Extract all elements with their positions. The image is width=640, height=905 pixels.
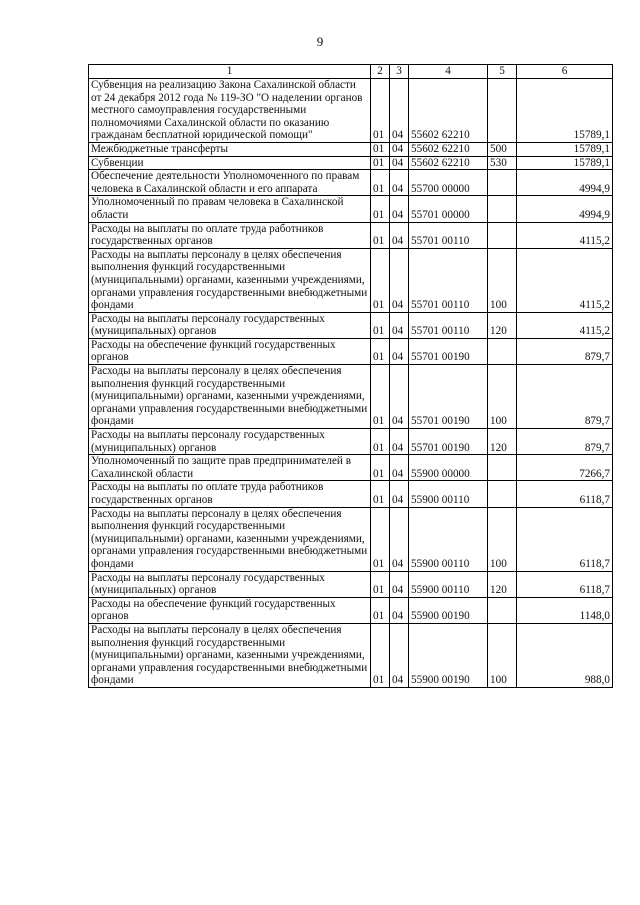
- row-subsection: 04: [390, 571, 409, 597]
- row-amount: 4115,2: [517, 312, 613, 338]
- row-subsection: 04: [390, 248, 409, 312]
- row-expense-type: [488, 455, 517, 481]
- row-section: 01: [371, 312, 390, 338]
- row-target-code: 55900 00000: [409, 455, 488, 481]
- row-section: 01: [371, 156, 390, 170]
- budget-table: [88, 64, 613, 688]
- row-name: Расходы на выплаты по оплате труда работников государственных органов: [89, 222, 371, 248]
- row-section: 01: [371, 429, 390, 455]
- column-header: 5: [488, 65, 517, 79]
- row-target-code: 55602 62210: [409, 142, 488, 156]
- row-target-code: 55602 62210: [409, 156, 488, 170]
- row-expense-type: 530: [488, 156, 517, 170]
- row-amount: 4115,2: [517, 222, 613, 248]
- row-name: Обеспечение деятельности Уполномоченного по правам человека в Сахалинской области и его аппарата: [89, 170, 371, 196]
- row-name: Расходы на выплаты персоналу государственных (муниципальных) органов: [89, 312, 371, 338]
- row-subsection: 04: [390, 455, 409, 481]
- row-section: 01: [371, 507, 390, 571]
- column-header: 6: [517, 65, 613, 79]
- table-row: [89, 455, 613, 481]
- row-expense-type: [488, 170, 517, 196]
- row-amount: 15789,1: [517, 156, 613, 170]
- row-target-code: 55602 62210: [409, 79, 488, 143]
- row-target-code: 55701 00110: [409, 222, 488, 248]
- row-target-code: 55900 00190: [409, 597, 488, 623]
- row-subsection: 04: [390, 338, 409, 364]
- table-body: [89, 79, 613, 688]
- row-subsection: 04: [390, 597, 409, 623]
- row-subsection: 04: [390, 507, 409, 571]
- page-number: 9: [316, 34, 324, 49]
- column-header: 3: [390, 65, 409, 79]
- row-amount: 879,7: [517, 429, 613, 455]
- row-expense-type: [488, 222, 517, 248]
- table-row: [89, 156, 613, 170]
- row-subsection: 04: [390, 156, 409, 170]
- row-expense-type: 100: [488, 507, 517, 571]
- row-subsection: 04: [390, 312, 409, 338]
- row-section: 01: [371, 623, 390, 687]
- table-row: [89, 623, 613, 687]
- row-name: Субвенции: [89, 156, 371, 170]
- row-subsection: 04: [390, 170, 409, 196]
- row-name: Субвенция на реализацию Закона Сахалинской области от 24 декабря 2012 года № 119-ЗО "О наделении органов местного самоуправления государственными полномочиями Сахалинской области по оказанию гражданам бесплатной юридической помощи": [89, 79, 371, 143]
- row-name: Расходы на обеспечение функций государственных органов: [89, 338, 371, 364]
- row-section: 01: [371, 142, 390, 156]
- row-amount: 15789,1: [517, 79, 613, 143]
- row-subsection: 04: [390, 429, 409, 455]
- row-subsection: 04: [390, 365, 409, 429]
- row-name: Расходы на выплаты персоналу в целях обеспечения выполнения функций государственными (муниципальными) органами, казенными учреждениями, органами управления государственными внебюджетными фондами: [89, 507, 371, 571]
- table-row: [89, 312, 613, 338]
- row-section: 01: [371, 338, 390, 364]
- table-row: [89, 142, 613, 156]
- row-name: Уполномоченный по правам человека в Сахалинской области: [89, 196, 371, 222]
- row-subsection: 04: [390, 623, 409, 687]
- row-section: 01: [371, 248, 390, 312]
- column-header: 4: [409, 65, 488, 79]
- column-header: 1: [89, 65, 371, 79]
- row-name: Расходы на выплаты персоналу государственных (муниципальных) органов: [89, 571, 371, 597]
- row-target-code: 55701 00000: [409, 196, 488, 222]
- row-section: 01: [371, 365, 390, 429]
- table-row: [89, 79, 613, 143]
- row-target-code: 55701 00110: [409, 248, 488, 312]
- row-section: 01: [371, 170, 390, 196]
- table-row: [89, 338, 613, 364]
- row-amount: 4994,9: [517, 196, 613, 222]
- table-row: [89, 196, 613, 222]
- table-row: [89, 222, 613, 248]
- table-row: [89, 170, 613, 196]
- row-name: Межбюджетные трансферты: [89, 142, 371, 156]
- row-amount: 6118,7: [517, 571, 613, 597]
- row-target-code: 55900 00190: [409, 623, 488, 687]
- row-expense-type: [488, 481, 517, 507]
- row-target-code: 55701 00110: [409, 312, 488, 338]
- row-name: Расходы на выплаты персоналу в целях обеспечения выполнения функций государственными (муниципальными) органами, казенными учреждениями, органами управления государственными внебюджетными фондами: [89, 623, 371, 687]
- table-header-row: [89, 65, 613, 79]
- row-expense-type: 100: [488, 365, 517, 429]
- row-amount: 6118,7: [517, 507, 613, 571]
- row-target-code: 55900 00110: [409, 507, 488, 571]
- row-section: 01: [371, 597, 390, 623]
- row-expense-type: 120: [488, 312, 517, 338]
- row-section: 01: [371, 222, 390, 248]
- row-section: 01: [371, 79, 390, 143]
- row-amount: 879,7: [517, 365, 613, 429]
- row-subsection: 04: [390, 142, 409, 156]
- row-target-code: 55701 00190: [409, 338, 488, 364]
- row-subsection: 04: [390, 196, 409, 222]
- row-expense-type: 120: [488, 429, 517, 455]
- row-name: Уполномоченный по защите прав предпринимателей в Сахалинской области: [89, 455, 371, 481]
- row-amount: 1148,0: [517, 597, 613, 623]
- row-subsection: 04: [390, 222, 409, 248]
- row-expense-type: 100: [488, 623, 517, 687]
- row-name: Расходы на обеспечение функций государственных органов: [89, 597, 371, 623]
- table-row: [89, 571, 613, 597]
- row-target-code: 55900 00110: [409, 481, 488, 507]
- row-target-code: 55701 00190: [409, 429, 488, 455]
- table-row: [89, 429, 613, 455]
- row-amount: 4115,2: [517, 248, 613, 312]
- row-expense-type: [488, 79, 517, 143]
- row-target-code: 55700 00000: [409, 170, 488, 196]
- row-amount: 879,7: [517, 338, 613, 364]
- row-section: 01: [371, 196, 390, 222]
- row-expense-type: [488, 338, 517, 364]
- row-subsection: 04: [390, 79, 409, 143]
- row-amount: 988,0: [517, 623, 613, 687]
- row-target-code: 55701 00190: [409, 365, 488, 429]
- row-expense-type: [488, 196, 517, 222]
- row-name: Расходы на выплаты по оплате труда работников государственных органов: [89, 481, 371, 507]
- row-name: Расходы на выплаты персоналу в целях обеспечения выполнения функций государственными (муниципальными) органами, казенными учреждениями, органами управления государственными внебюджетными фондами: [89, 365, 371, 429]
- table-row: [89, 365, 613, 429]
- row-subsection: 04: [390, 481, 409, 507]
- row-section: 01: [371, 571, 390, 597]
- table-row: [89, 481, 613, 507]
- table-row: [89, 507, 613, 571]
- row-name: Расходы на выплаты персоналу государственных (муниципальных) органов: [89, 429, 371, 455]
- row-expense-type: 100: [488, 248, 517, 312]
- row-section: 01: [371, 455, 390, 481]
- row-amount: 6118,7: [517, 481, 613, 507]
- row-amount: 7266,7: [517, 455, 613, 481]
- row-section: 01: [371, 481, 390, 507]
- row-name: Расходы на выплаты персоналу в целях обеспечения выполнения функций государственными (муниципальными) органами, казенными учреждениями, органами управления государственными внебюджетными фондами: [89, 248, 371, 312]
- row-expense-type: 500: [488, 142, 517, 156]
- column-header: 2: [371, 65, 390, 79]
- row-expense-type: 120: [488, 571, 517, 597]
- table-row: [89, 597, 613, 623]
- row-expense-type: [488, 597, 517, 623]
- row-target-code: 55900 00110: [409, 571, 488, 597]
- row-amount: 15789,1: [517, 142, 613, 156]
- row-amount: 4994,9: [517, 170, 613, 196]
- table-row: [89, 248, 613, 312]
